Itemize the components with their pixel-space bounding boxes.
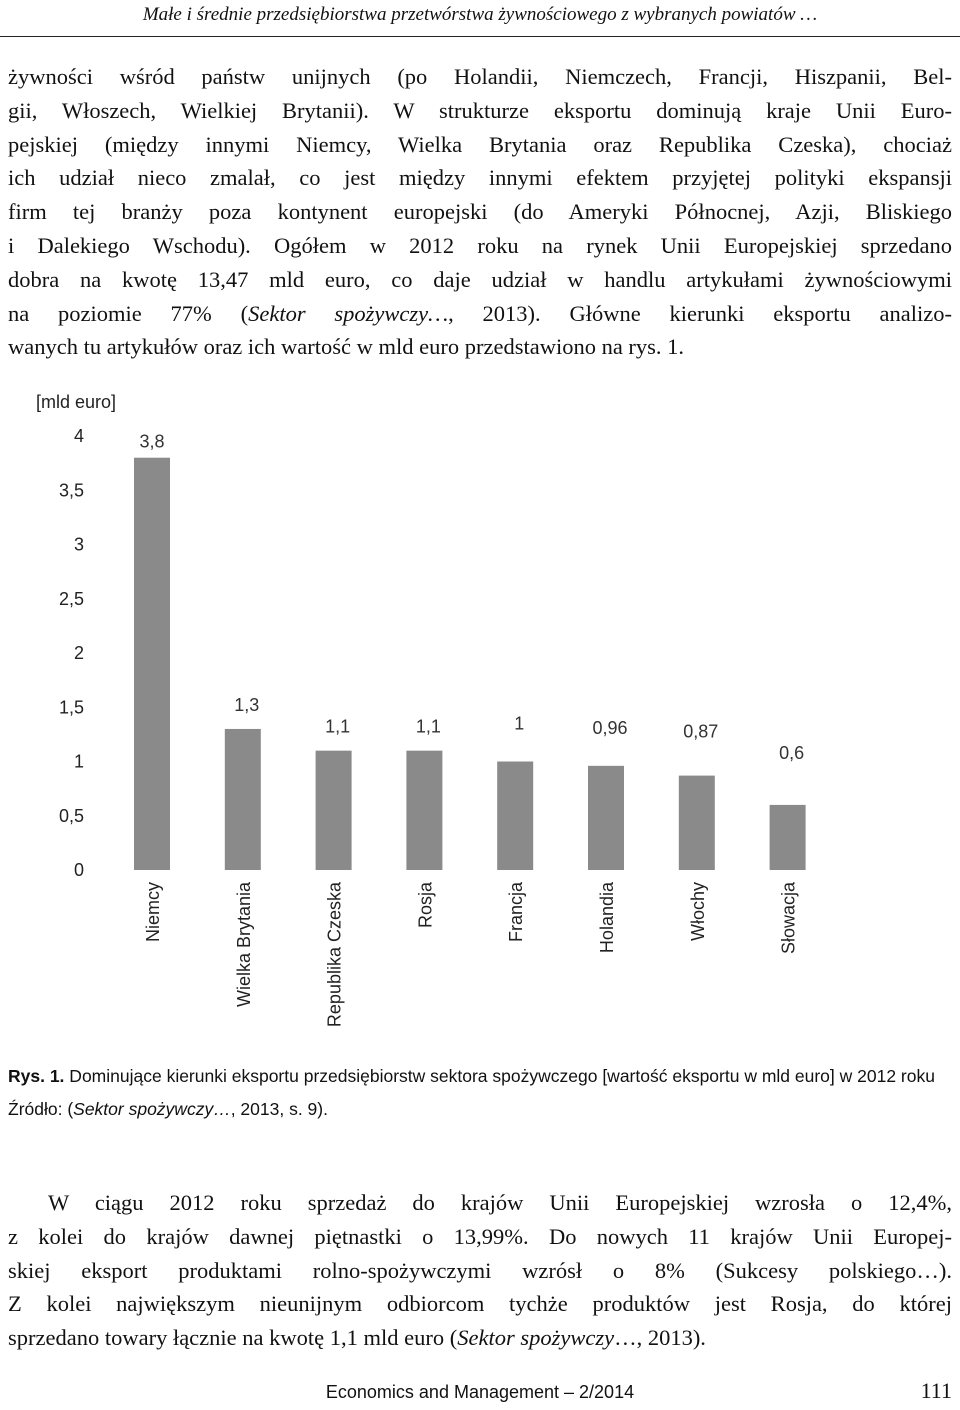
text-line: dobra na kwotę 13,47 mld euro, co daje udział w handlu artykułami żywnościowymi (8, 266, 952, 292)
text-line: W ciągu 2012 roku sprzedaż do krajów Unii Europejskiej wzrosła o 12,4%, (48, 1190, 952, 1215)
bar-series (134, 458, 806, 870)
data-label: 1,1 (415, 716, 441, 737)
text-line (8, 297, 952, 331)
caption-text (8, 1060, 952, 1093)
y-tick-label: 4 (73, 426, 84, 446)
data-label: 0,6 (779, 742, 805, 763)
text-line: skiej eksport produktami rolno-spożywczymi wzrósł o 8% (Sukcesy polskiego…). (8, 1257, 952, 1283)
data-label: 1,1 (325, 716, 351, 737)
running-title: Małe i średnie przedsiębiorstwa przetwórstwa żywnościowego z wybranych powiatów … (142, 4, 818, 25)
category-label: Wielka Brytania (233, 882, 254, 1008)
bar (679, 776, 715, 870)
body-paragraph-2 (8, 1186, 952, 1355)
source-suffix: , 2013, s. 9). (230, 1099, 328, 1119)
text-run: , 2013). Główne kierunki eksportu analizo- (448, 300, 953, 326)
bar (497, 762, 533, 871)
text-line: żywności wśród państw unijnych (po Holandii, Niemczech, Francji, Hiszpanii, Bel- (8, 64, 952, 89)
category-label: Włochy (687, 882, 708, 942)
text-line: wanych tu artykułów oraz ich wartość w mld euro przedstawiono na rys. 1. (8, 334, 685, 360)
y-tick-label: 0 (73, 860, 84, 880)
text-line: Z kolei największym nieunijnym odbiorcom tychże produktów jest Rosja, do której (8, 1291, 952, 1317)
page-number: 111 (920, 1378, 952, 1403)
y-tick-label: 3,5 (58, 480, 84, 501)
text-run: na poziomie 77% ( (8, 300, 249, 326)
bar (316, 751, 352, 870)
page-footer (0, 1378, 960, 1410)
y-tick-label: 3 (73, 534, 84, 555)
source-prefix: Źródło: ( (8, 1099, 74, 1119)
text-line: firm tej branży poza kontynent europejski (do Ameryki Północnej, Azji, Bliskiego (8, 199, 952, 225)
bar (225, 729, 261, 870)
bar (770, 805, 806, 870)
text-line: z kolei do krajów dawnej piętnastki o 13,99%. Do nowych 11 krajów Unii Europej- (8, 1223, 952, 1249)
y-tick-label: 1,5 (58, 697, 84, 718)
citation-title: Sektor spożywczy (457, 1325, 615, 1351)
bar (588, 766, 624, 870)
text-line (8, 1321, 952, 1355)
category-label: Rosja (415, 882, 436, 929)
category-label: Słowacja (778, 882, 799, 955)
data-label: 1,3 (234, 694, 260, 715)
body-paragraph-1 (8, 60, 952, 364)
text-line: i Dalekiego Wschodu). Ogółem w 2012 roku na rynek Unii Europejskiej sprzedano (8, 232, 952, 258)
data-label: 0,87 (683, 721, 719, 742)
y-axis-ticks (59, 426, 84, 880)
caption-body: Dominujące kierunki eksportu przedsiębiorstw sektora spożywczego [wartość eksportu w mld euro] w 2012 roku (64, 1066, 935, 1086)
caption-label: Rys. 1. (8, 1066, 65, 1086)
text-line: gii, Włoszech, Wielkiej Brytanii). W strukturze eksportu dominują kraje Unii Euro- (8, 97, 952, 123)
text-run: sprzedano towary łącznie na kwotę 1,1 mld euro ( (8, 1325, 458, 1351)
data-label: 0,96 (592, 717, 628, 738)
value-labels (139, 432, 804, 763)
citation-title: Sektor spożywczy… (248, 300, 449, 326)
bar-chart (0, 380, 960, 1060)
y-tick-label: 1 (73, 751, 84, 772)
category-label: Holandia (597, 882, 617, 954)
category-labels (143, 881, 799, 1027)
data-label: 1 (514, 713, 525, 734)
running-header (0, 0, 960, 37)
category-label: Niemcy (143, 882, 163, 943)
text-run: …, 2013). (614, 1325, 706, 1351)
caption-source (8, 1093, 952, 1126)
bar (406, 751, 442, 870)
y-tick-label: 2,5 (58, 588, 84, 609)
text-line: ich udział nieco zmalał, co jest między innymi efektem przyjętej polityki ekspansji (8, 165, 952, 191)
category-label: Francja (506, 882, 527, 943)
data-label: 3,8 (139, 431, 165, 452)
source-title: Sektor spożywczy… (73, 1099, 231, 1119)
category-label: Republika Czeska (324, 882, 345, 1028)
bar (134, 458, 170, 870)
y-tick-label: 0,5 (58, 805, 84, 826)
y-tick-label: 2 (73, 643, 84, 663)
figure-caption (8, 1060, 952, 1126)
footer-journal: Economics and Management – 2/2014 (325, 1382, 635, 1402)
text-line: pejskiej (między innymi Niemcy, Wielka Brytania oraz Republika Czeska), chociaż (8, 131, 952, 157)
y-axis-label: [mld euro] (36, 392, 117, 412)
